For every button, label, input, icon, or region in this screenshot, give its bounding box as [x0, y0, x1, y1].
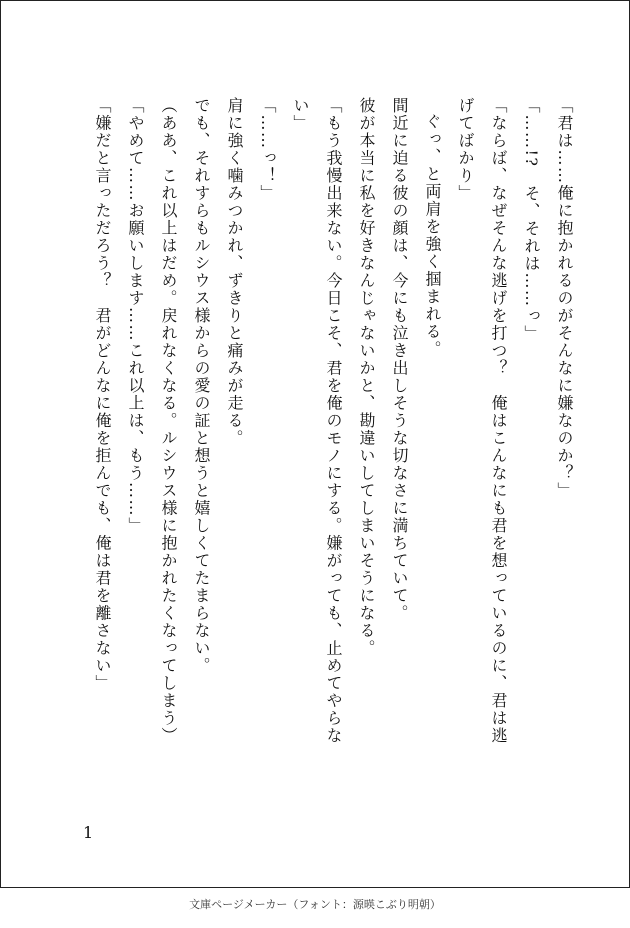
- page-number: 1: [83, 823, 94, 842]
- text-line: 「嫌だと言っただろう？ 君がどんなに俺を拒んでも、俺は君を離さない」: [93, 97, 112, 692]
- text-line: ぐっ、と両肩を強く掴まれる。: [423, 113, 442, 358]
- text-line: 「……っ！」: [258, 97, 277, 202]
- text-line: でも、それすらもルシウス様からの愛の証と想うと嬉しくてたまらない。: [192, 97, 211, 675]
- text-line: 間近に迫る彼の顔は、今にも泣き出しそうな切なさに満ちていて。: [390, 97, 409, 622]
- text-line: 「もう我慢出来ない。今日こそ、君を俺のモノにする。嫌がっても、止めてやらない」: [291, 97, 343, 745]
- text-line: 彼が本当に私を好きなんじゃないかと、勘違いしてしまいそうになる。: [357, 97, 376, 657]
- footer-credit: 文庫ページメーカー（フォント：源暎こぶり明朝）: [189, 898, 441, 911]
- text-line: （ああ、これ以上はだめ。戻れなくなる。ルシウス様に抱かれたくなってしまう）: [159, 97, 178, 745]
- text-line: 「ならば、なぜそんな逃げを打つ？ 俺はこんなにも君を想っているのに、君は逃げてばかり」: [456, 97, 508, 745]
- text-line: 「……!? そ、それは……っ」: [522, 97, 541, 343]
- vertical-text-body: [86, 97, 581, 757]
- text-line: 「やめて……お願いします……これ以上は、もう……」: [126, 97, 145, 535]
- text-line: 「君は……俺に抱かれるのがそんなに嫌なのか？」: [555, 97, 574, 500]
- text-line: 肩に強く噛みつかれ、ずきりと痛みが走る。: [225, 97, 244, 447]
